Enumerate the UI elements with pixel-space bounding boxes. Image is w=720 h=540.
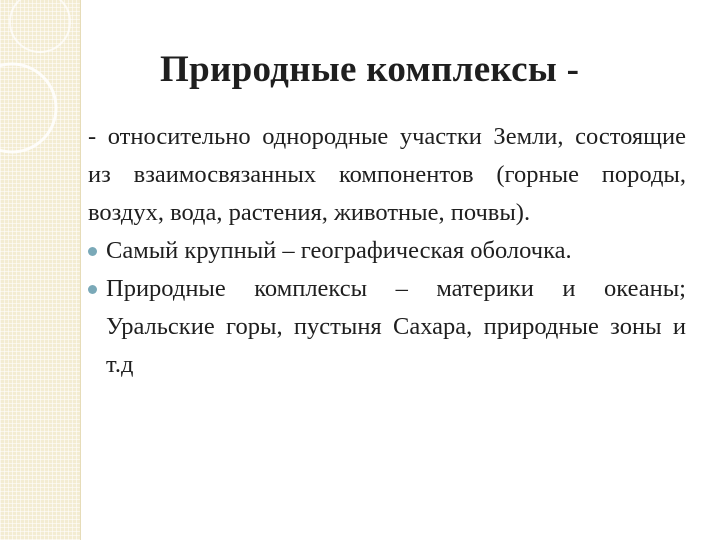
slide-title: Природные комплексы -	[160, 49, 580, 90]
bullet-text: Самый крупный – географическая оболочка.	[106, 237, 572, 264]
band-divider	[80, 0, 81, 540]
bullet-dot-icon	[88, 247, 97, 256]
bullet-item	[88, 270, 686, 384]
bullet-item	[88, 232, 686, 270]
definition-text: - относительно однородные участки Земли, состоящие из взаимосвязанных компонентов (горные породы, воздух, вода, растения, животные, почвы).	[88, 123, 686, 226]
decorative-side-band	[0, 0, 80, 540]
slide-body	[88, 118, 686, 384]
bullet-dot-icon	[88, 285, 97, 294]
bullet-text: Природные комплексы – материки и океаны; Уральские горы, пустыня Сахара, природные зоны и т.д	[106, 275, 686, 378]
decorative-circles	[0, 0, 80, 540]
